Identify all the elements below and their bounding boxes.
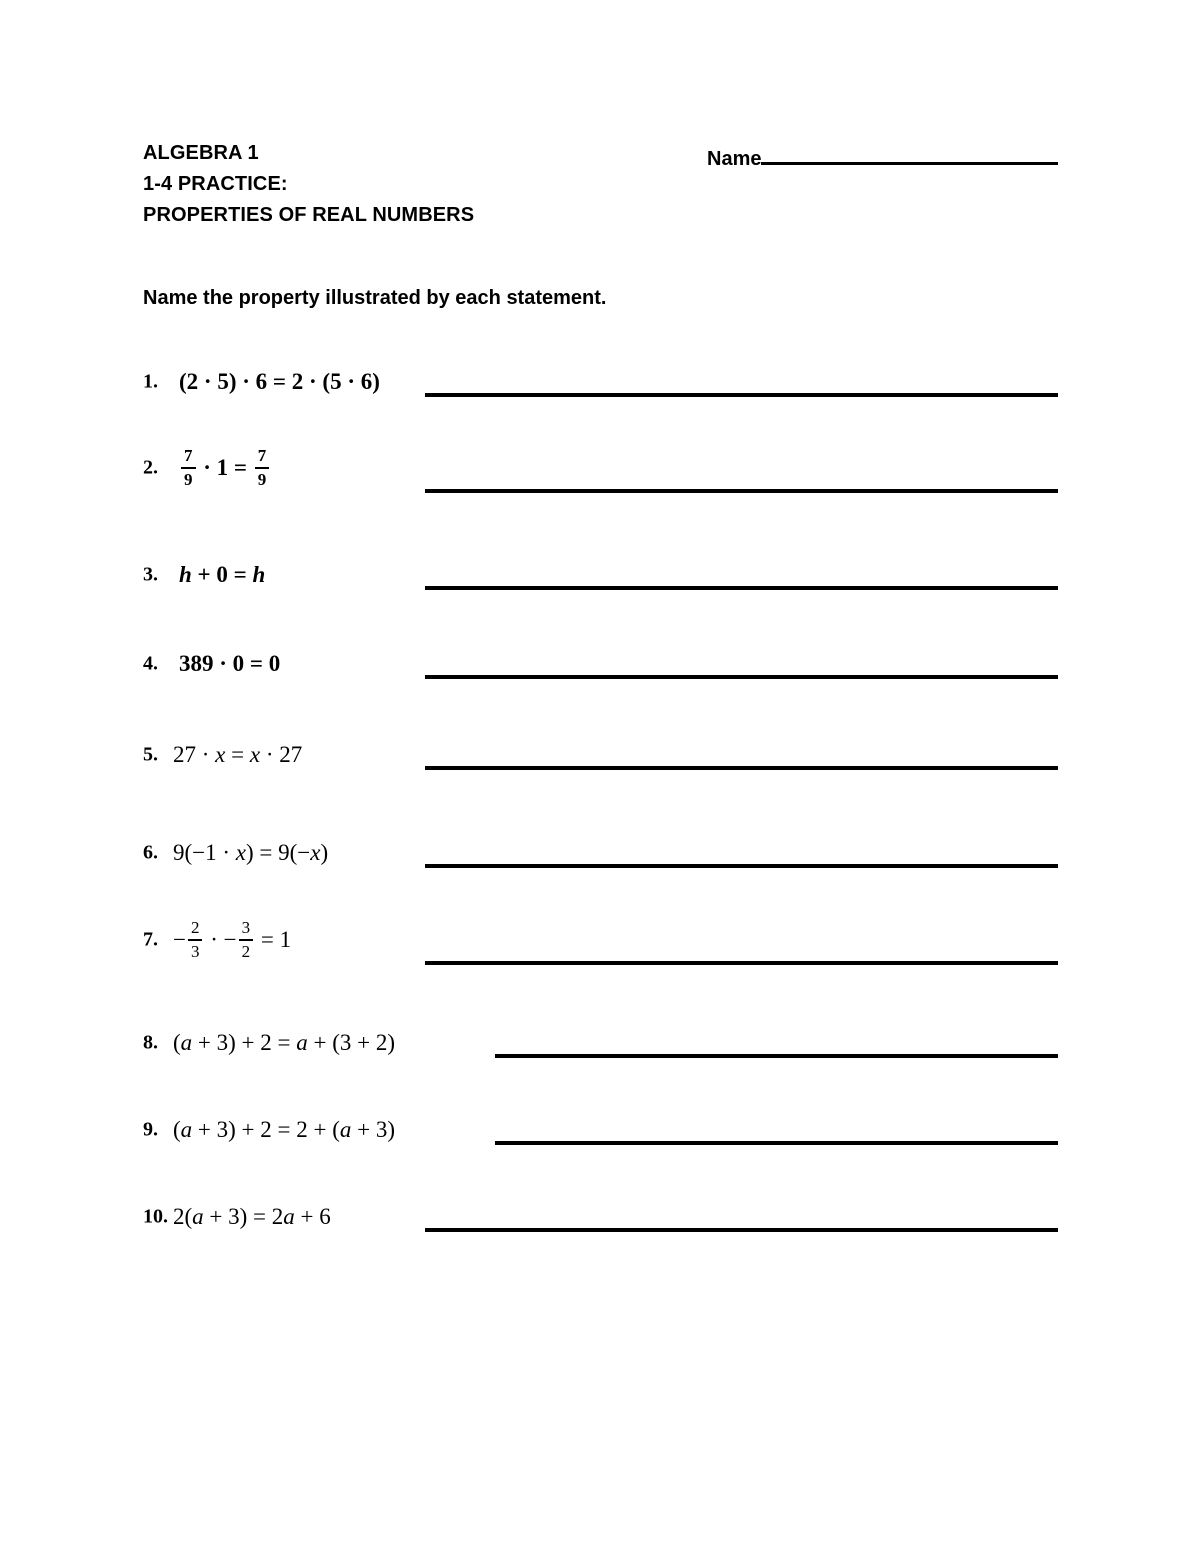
problem-row (143, 838, 1058, 868)
problem-equation: h + 0 = h (179, 562, 266, 587)
problem-number: 2. (143, 456, 158, 479)
problem-number: 4. (143, 652, 158, 675)
problem-equation: 2( a + 3) = 2 a + 6 (173, 1204, 331, 1229)
answer-blank-line (495, 1141, 1058, 1145)
problem-row (143, 1202, 1058, 1232)
problem-equation: ( a + 3) + 2 = a + (3 + 2) (173, 1030, 396, 1055)
answer-blank-line (425, 766, 1058, 770)
course-title: ALGEBRA 1 (143, 142, 259, 164)
problem-number: 6. (143, 841, 158, 864)
problem-number: 10. (143, 1205, 168, 1228)
problem-number: 9. (143, 1118, 158, 1141)
problem-row (143, 915, 1058, 965)
answer-blank-line (495, 1054, 1058, 1058)
problem-row (143, 1028, 1058, 1058)
problem-equation: $\frac{7}{9}$ · 1 = $\frac{7}{9}$ (179, 443, 271, 493)
problem-equation: 389 · 0 = 0 (179, 651, 281, 676)
problem-equation: − $\frac{2}{3}$ · − $\frac{3}{2}$ = 1 (173, 918, 292, 961)
problem-number: 3. (143, 563, 158, 586)
problem-row (143, 367, 1058, 397)
problem-row (143, 443, 1058, 493)
answer-blank-line (425, 961, 1058, 965)
answer-blank-line (425, 489, 1058, 493)
practice-label: 1-4 PRACTICE: (143, 173, 288, 195)
problem-number: 5. (143, 743, 158, 766)
problem-row (143, 560, 1058, 590)
answer-blank-line (425, 586, 1058, 590)
worksheet-title: PROPERTIES OF REAL NUMBERS (143, 204, 475, 226)
problem-number: 8. (143, 1031, 158, 1054)
problem-equation: ( a + 3) + 2 = 2 + ( a + 3) (173, 1117, 396, 1142)
instruction-text: Name the property illustrated by each statement. (143, 287, 607, 309)
answer-blank-line (425, 1228, 1058, 1232)
problem-number: 1. (143, 370, 158, 393)
problem-row (143, 740, 1058, 770)
problem-equation: 9(−1 · x ) = 9(− x ) (173, 840, 329, 865)
problem-row (143, 649, 1058, 679)
fraction: $\frac{2}{3}$ (188, 918, 203, 961)
fraction: $\frac{7}{9}$ (181, 446, 196, 489)
problem-equation: (2 · 5) · 6 = 2 · (5 · 6) (179, 369, 380, 394)
problem-equation: 27 · x = x · 27 (173, 742, 303, 767)
fraction: $\frac{7}{9}$ (255, 446, 270, 489)
problem-number: 7. (143, 928, 158, 951)
fraction: $\frac{3}{2}$ (239, 918, 254, 961)
answer-blank-line (425, 864, 1058, 868)
answer-blank-line (425, 393, 1058, 397)
problem-row (143, 1115, 1058, 1145)
answer-blank-line (425, 675, 1058, 679)
name-label: Name (707, 148, 762, 170)
